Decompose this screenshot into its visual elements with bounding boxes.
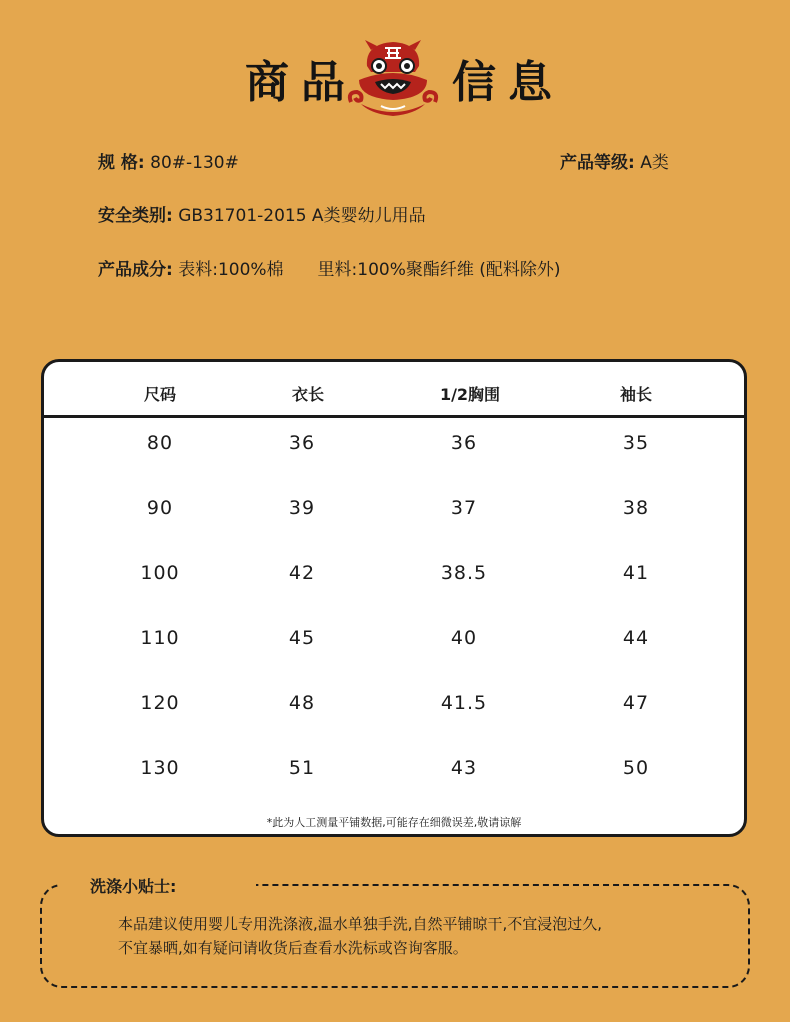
composition-label: 产品成分: [98, 260, 173, 280]
size-cell: 120 [140, 692, 180, 714]
length-cell: 51 [288, 757, 316, 779]
sleeve-cell: 35 [622, 432, 650, 454]
composition-value: 表料:100%棉 里料:100%聚酯纤维 (配料除外) [178, 260, 561, 280]
safety-row [98, 201, 426, 226]
chest-cell: 36 [450, 432, 478, 454]
grade-label: 产品等级: [560, 153, 635, 173]
size-cell: 130 [140, 757, 180, 779]
chest-cell: 41.5 [440, 692, 488, 714]
title-right-text: 信息 [452, 57, 564, 108]
table-header-divider [44, 415, 744, 418]
tips-text [118, 912, 718, 960]
table-header-sleeve: 袖长 [619, 385, 653, 404]
sleeve-cell: 50 [622, 757, 650, 779]
size-table [41, 359, 747, 837]
spec-label: 规 格: [98, 153, 145, 173]
spec-row [98, 148, 239, 173]
chest-cell: 37 [450, 497, 478, 519]
composition-row [98, 255, 561, 280]
length-cell: 48 [288, 692, 316, 714]
length-cell: 36 [288, 432, 316, 454]
sleeve-cell: 44 [622, 627, 650, 649]
measurement-note: *此为人工测量平铺数据,可能存在细微误差,敬请谅解 [266, 816, 522, 829]
safety-value: GB31701-2015 A类婴幼儿用品 [178, 206, 426, 226]
tiger-head-icon [345, 36, 441, 120]
length-cell: 42 [288, 562, 316, 584]
size-cell: 100 [140, 562, 180, 584]
spec-value: 80#-130# [150, 153, 239, 173]
sleeve-cell: 41 [622, 562, 650, 584]
tips-line: 不宜暴晒,如有疑问请收货后查看水洗标或咨询客服。 [118, 939, 468, 957]
chest-cell: 38.5 [440, 562, 488, 584]
size-cell: 80 [146, 432, 174, 454]
title-left-text: 商品 [245, 57, 357, 108]
table-header-size: 尺码 [143, 385, 177, 404]
safety-label: 安全类别: [98, 206, 173, 226]
table-header-length: 衣长 [291, 385, 325, 404]
grade-row [560, 148, 669, 173]
size-cell: 110 [140, 627, 180, 649]
length-cell: 39 [288, 497, 316, 519]
tips-title: 洗涤小贴士: [82, 874, 184, 897]
table-header-chest: 1/2胸围 [439, 385, 501, 404]
tips-line: 本品建议使用婴儿专用洗涤液,温水单独手洗,自然平铺晾干,不宜浸泡过久, [118, 915, 603, 933]
wash-tips-box [40, 877, 750, 988]
chest-cell: 40 [450, 627, 478, 649]
grade-value: A类 [640, 153, 669, 173]
chest-cell: 43 [450, 757, 478, 779]
size-cell: 90 [146, 497, 174, 519]
page-title [0, 40, 790, 120]
length-cell: 45 [288, 627, 316, 649]
sleeve-cell: 38 [622, 497, 650, 519]
sleeve-cell: 47 [622, 692, 650, 714]
